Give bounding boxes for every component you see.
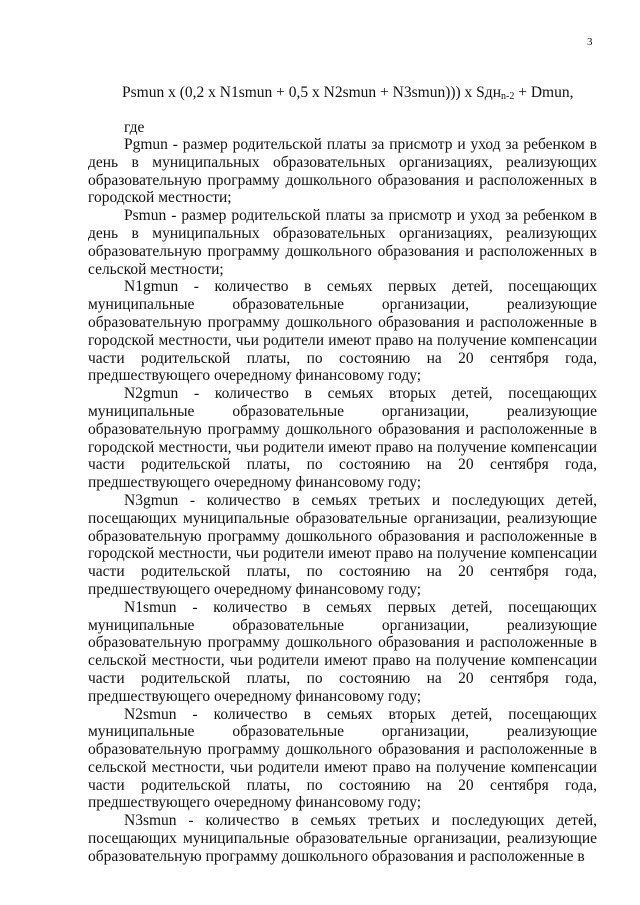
compensation-formula	[122, 83, 573, 107]
formula-main: Psmun x (0,2 x N1smun + 0,5 x N2smun + N3smun))) x Sдн	[122, 84, 501, 101]
where-label: где	[124, 119, 145, 136]
definition-n2gmun: N2gmun - количество в семьях вторых детей, посещающих муниципальные образовательные организации, реализующие образовательную программу дошкольного образования и расположенные в городской местности, чьи родители имеют право на получение компенсации части родительской платы, по состоянию на 20 сентября года, предшествующего очередному финансовому году;	[88, 385, 597, 492]
definition-n1gmun: N1gmun - количество в семьях первых детей, посещающих муниципальные образовательные организации, реализующие образовательную программу дошкольного образования и расположенные в городской местности, чьи родители имеют право на получение компенсации части родительской платы, по состоянию на 20 сентября года, предшествующего очередному финансовому году;	[88, 278, 597, 385]
definition-n3smun: N3smun - количество в семьях третьих и последующих детей, посещающих муниципальные образовательные организации, реализующие образовательную программу дошкольного образования и расположенные в	[88, 812, 597, 865]
definitions-list	[88, 136, 597, 866]
definition-psmun: Psmun - размер родительской платы за присмотр и уход за ребенком в день в муниципальных образовательных организациях, реализующих образовательную программу дошкольного образования и расположенных в сельской местности;	[88, 207, 597, 278]
page-number: 3	[587, 36, 593, 48]
formula-tail: + Dmun,	[514, 84, 574, 101]
definition-n2smun: N2smun - количество в семьях вторых детей, посещающих муниципальные образовательные организации, реализующие образовательную программу дошкольного образования и расположенные в сельской местности, чьи родители имеют право на получение компенсации части родительской платы, по состоянию на 20 сентября года, предшествующего очередному финансовому году;	[88, 705, 597, 812]
definition-n3gmun: N3gmun - количество в семьях третьих и последующих детей, посещающих муниципальные образовательные организации, реализующие образовательную программу дошкольного образования и расположенные в городской местности, чьи родители имеют право на получение компенсации части родительской платы, по состоянию на 20 сентября года, предшествующего очередному финансовому году;	[88, 491, 597, 598]
formula-subscript: n-2	[501, 91, 515, 102]
definition-n1smun: N1smun - количество в семьях первых детей, посещающих муниципальные образовательные организации, реализующие образовательную программу дошкольного образования и расположенные в сельской местности, чьи родители имеют право на получение компенсации части родительской платы, по состоянию на 20 сентября года, предшествующего очередному финансовому году;	[88, 598, 597, 705]
definition-pgmun: Pgmun - размер родительской платы за присмотр и уход за ребенком в день в муниципальных образовательных организациях, реализующих образовательную программу дошкольного образования и расположенных в городской местности;	[88, 136, 597, 207]
